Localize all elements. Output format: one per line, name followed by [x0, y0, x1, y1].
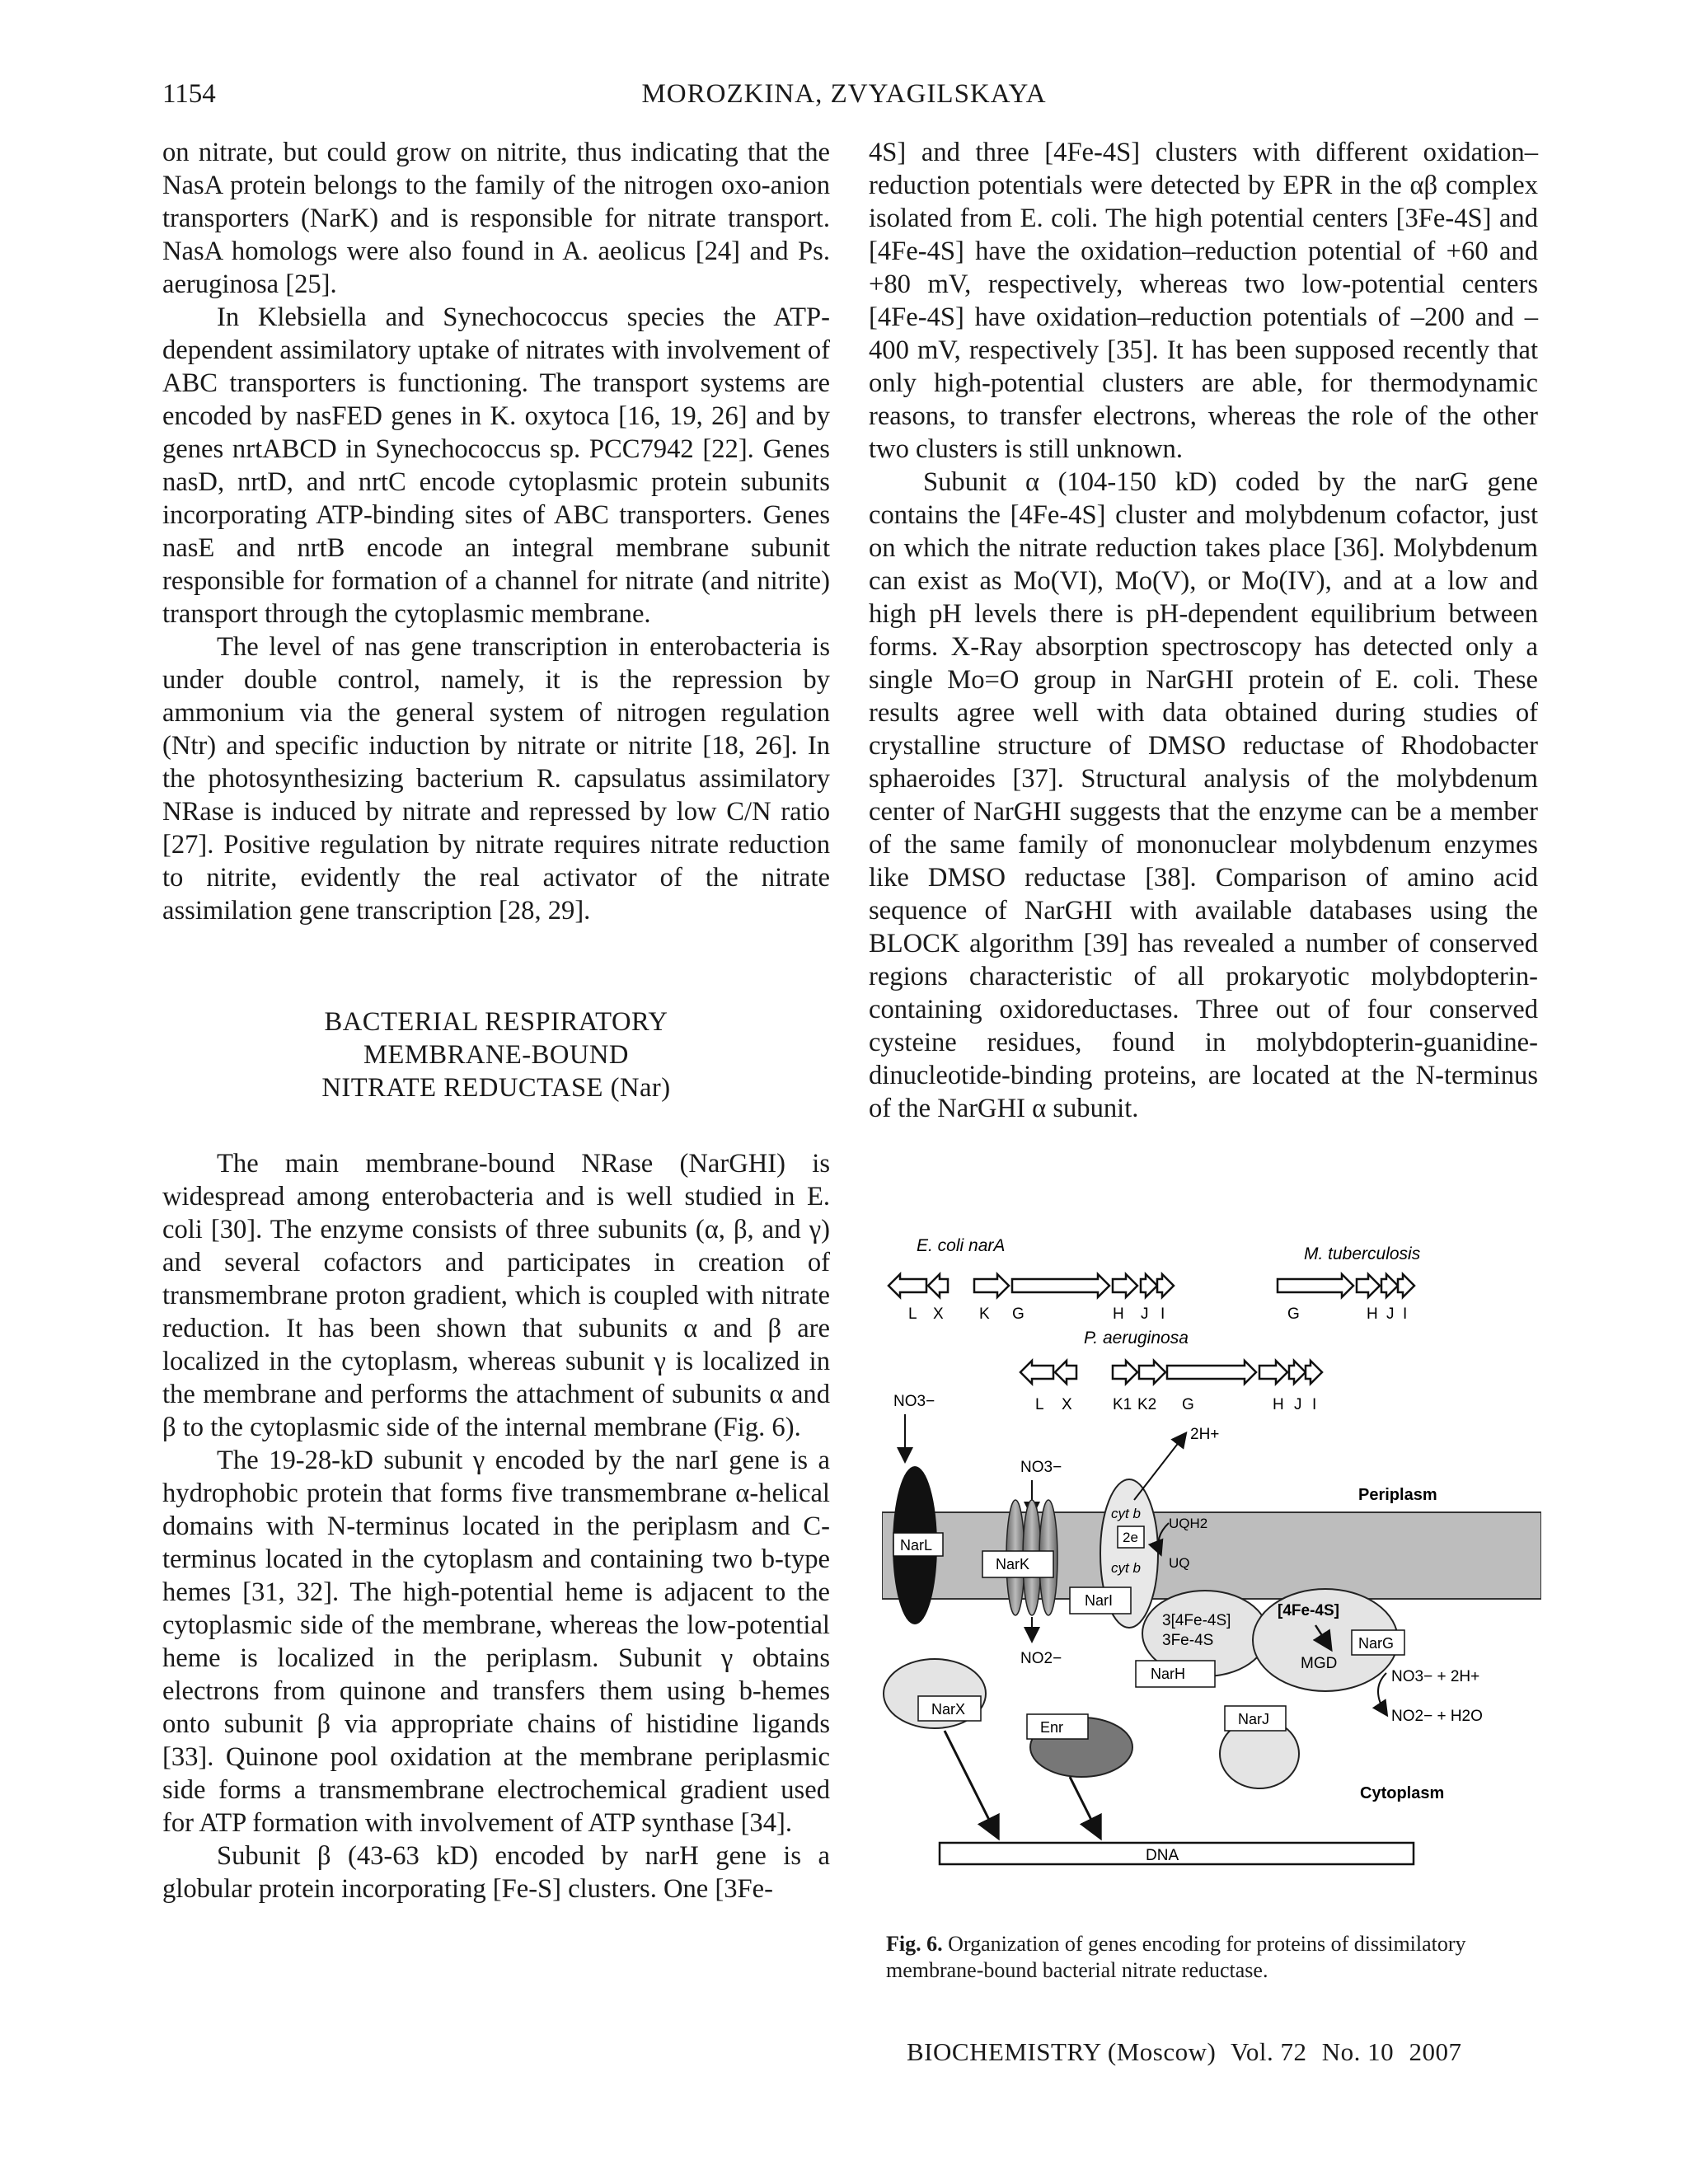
fe4s4-label: [4Fe-4S] — [1278, 1602, 1339, 1619]
gene-label: G — [1287, 1305, 1300, 1323]
mtb-gene-labels — [1287, 1305, 1407, 1323]
narl-label: NarL — [900, 1537, 933, 1554]
cytb-bottom-label: cyt b — [1111, 1560, 1141, 1576]
nitrate-reductase-diagram — [882, 1228, 1541, 1887]
two-e-label: 2e — [1123, 1530, 1138, 1545]
no2-out-label: NO2− — [1020, 1650, 1062, 1667]
gene-label: K1 — [1113, 1396, 1132, 1413]
running-head: MOROZKINA, ZVYAGILSKAYA — [641, 79, 1047, 109]
gene-label: K — [979, 1305, 990, 1323]
journal-name: BIOCHEMISTRY (Moscow) — [907, 2037, 1217, 2066]
gene-label: X — [1062, 1396, 1072, 1413]
enr-regulation-arrow — [1070, 1777, 1100, 1836]
narj-label: NarJ — [1238, 1711, 1270, 1727]
gene-label: K2 — [1137, 1396, 1157, 1413]
gene-label: I — [1403, 1305, 1408, 1323]
journal-year: 2007 — [1409, 2037, 1462, 2066]
figure-6 — [882, 1228, 1541, 1887]
gene-label: I — [1160, 1305, 1165, 1323]
no3-reaction-label: NO3− + 2H+ — [1391, 1668, 1480, 1685]
gene-label: G — [1012, 1305, 1025, 1323]
no3-narK-label: NO3− — [1020, 1459, 1062, 1476]
gene-label: I — [1312, 1396, 1317, 1413]
heading-line: MEMBRANE-BOUND — [363, 1040, 629, 1070]
fes-cluster-2: 3Fe-4S — [1162, 1632, 1214, 1649]
heading-line: BACTERIAL RESPIRATORY — [324, 1007, 668, 1037]
narx-label: NarX — [931, 1701, 966, 1718]
mtb-label: M. tuberculosis — [1304, 1244, 1421, 1263]
caption-text: Organization of genes encoding for proteins of dissimilatory membrane-bound bacterial nitrate reductase. — [886, 1932, 1466, 1982]
uq-label: UQ — [1169, 1555, 1190, 1571]
periplasm-label: Periplasm — [1358, 1486, 1437, 1504]
no3-outer-label: NO3− — [893, 1393, 935, 1410]
mtb-gene-map — [1278, 1274, 1414, 1297]
cytoplasm-label: Cytoplasm — [1360, 1784, 1445, 1802]
gene-label: H — [1113, 1305, 1124, 1323]
gene-label: G — [1182, 1396, 1194, 1413]
heading-line: NITRATE REDUCTASE (Nar) — [321, 1073, 671, 1103]
ecoli-gene-labels — [908, 1305, 1165, 1323]
gene-label: J — [1294, 1396, 1302, 1413]
journal-volume: Vol. 72 — [1231, 2037, 1307, 2066]
dna-label: DNA — [1146, 1847, 1179, 1864]
paer-label: P. aeruginosa — [1084, 1329, 1189, 1347]
no2-product-label: NO2− + H2O — [1391, 1708, 1483, 1725]
gene-label: J — [1141, 1305, 1149, 1323]
narx-regulation-arrow — [945, 1731, 997, 1836]
narh-label: NarH — [1151, 1666, 1186, 1682]
gene-label: J — [1386, 1305, 1395, 1323]
paer-gene-map — [1020, 1361, 1322, 1384]
paragraph: 4S] and three [4Fe-4S] clusters with different oxidation–reduction potentials were detected by EPR in the αβ complex isolated from E. coli. The high potential centers [3Fe-4S] and [4Fe-4S] have the oxidation–reduction potential of +60 and +80 mV, respectively, whereas two low-potential centers [4Fe-4S] have oxidation–reduction potentials of –200 and –400 mV, respectively [35]. It has been supposed recently that only high-potential clusters are able, for thermodynamic reasons, to transfer electrons, whereas the role of the other two clusters is still unknown. — [869, 138, 1538, 464]
membrane — [882, 1512, 1541, 1599]
paragraph: The main membrane-bound NRase (NarGHI) is widespread among enterobacteria and is well studied in E. coli [30]. The enzyme consists of three subunits (α, β, and γ) and several cofactors and participates in creation of transmembrane proton gradient, which is coupled with nitrate reduction. It has been shown that subunits α and β are localized in the cytoplasm, whereas subunit γ is localized in the membrane and performs the attachment of subunits α and β to the cytoplasmic side of the internal membrane (Fig. 6). — [162, 1149, 830, 1442]
nitrate-reduction-arrow — [1378, 1673, 1386, 1714]
left-column — [162, 136, 830, 1905]
journal-number: No. 10 — [1321, 2037, 1395, 2066]
right-column — [869, 136, 1538, 1125]
mgd-label: MGD — [1301, 1655, 1338, 1672]
uqh2-label: UQH2 — [1169, 1516, 1208, 1531]
enr-label: Enr — [1040, 1719, 1064, 1736]
paragraph: The 19-28-kD subunit γ encoded by the narI gene is a hydrophobic protein that forms five transmembrane α-helical domains with N-terminus located in the periplasm and C-terminus located in the cytoplasm and containing two b-type hemes [31, 32]. The high-potential heme is adjacent to the cytoplasmic side of the membrane, whereas the low-potential heme is localized in the periplasm. Subunit γ obtains electrons from quinone and transfers them using b-hemes onto subunit β via appropriate chains of histidine ligands [33]. Quinone pool oxidation at the membrane periplasmic side forms a transmembrane electrochemical gradient used for ATP formation with involvement of ATP synthase [34]. — [162, 1446, 830, 1838]
gene-label: L — [1035, 1396, 1044, 1413]
page-header — [0, 79, 1688, 120]
nari-label: NarI — [1085, 1592, 1114, 1609]
paragraph: The level of nas gene transcription in enterobacteria is under double control, namely, it is the repression by ammonium via the general system of nitrogen regulation (Ntr) and specific induction by nitrate or nitrite [18, 26]. In the photosynthesizing bacterium R. capsulatus assimilatory NRase is induced by nitrate and repressed by low C/N ratio [27]. Positive regulation by nitrate requires nitrate reduction to nitrite, evidently the real activator of the nitrate assimilation gene transcription [28, 29]. — [162, 632, 830, 926]
paragraph: on nitrate, but could grow on nitrite, thus indicating that the NasA protein belongs to the family of the nitrogen oxo-anion transporters (NarK) and is responsible for nitrate transport. NasA homologs were also found in A. aeolicus [24] and Ps. aeruginosa [25]. — [162, 138, 830, 299]
page-footer — [907, 2037, 1470, 2067]
section-heading — [162, 1005, 830, 1104]
caption-label: Fig. 6. — [886, 1932, 943, 1956]
narg-label: NarG — [1358, 1635, 1395, 1652]
paragraph: Subunit β (43-63 kD) encoded by narH gene is a globular protein incorporating [Fe-S] clusters. One [3Fe- — [162, 1841, 830, 1904]
paragraph: Subunit α (104-150 kD) coded by the narG gene contains the [4Fe-4S] cluster and molybdenum cofactor, just on which the nitrate reduction takes place [36]. Molybdenum can exist as Mo(VI), Mo(V), or Mo(IV), and at a low and high pH levels there is pH-dependent equilibrium between forms. X-Ray absorption spectroscopy has detected only a single Mo=O group in NarGHI protein of E. coli. These results agree well with data obtained during studies of crystalline structure of DMSO reductase of Rhodobacter sphaeroides [37]. Structural analysis of the molybdenum center of NarGHI suggests that the enzyme can be a member of the same family of mononuclear molybdenum enzymes like DMSO reductase [38]. Comparison of amino acid sequence of NarGHI with available databases using the BLOCK algorithm [39] has revealed a number of conserved regions characteristic of all prokaryotic molybdopterin-containing oxidoreductases. Three out of four conserved cysteine residues, found in molybdopterin-guanidine-dinucleotide-binding proteins, are located at the N-terminus of the NarGHI α subunit. — [869, 467, 1538, 1123]
page-number: 1154 — [162, 79, 216, 109]
nark-label: NarK — [996, 1556, 1030, 1572]
gene-label: X — [933, 1305, 944, 1323]
cytb-top-label: cyt b — [1111, 1506, 1141, 1521]
h-out-label: 2H+ — [1190, 1426, 1220, 1443]
fes-cluster-1: 3[4Fe-4S] — [1162, 1612, 1231, 1629]
paragraph: In Klebsiella and Synechococcus species the ATP-dependent assimilatory uptake of nitrates with involvement of ABC transporters is functioning. The transport systems are encoded by nasFED genes in K. oxytoca [16, 19, 26] and by genes nrtABCD in Synechococcus sp. PCC7942 [22]. Genes nasD, nrtD, and nrtC encode cytoplasmic protein subunits incorporating ATP-binding sites of ABC transporters. Genes nasE and nrtB encode an integral membrane subunit responsible for formation of a channel for nitrate (and nitrite) transport through the cytoplasmic membrane. — [162, 302, 830, 629]
gene-label: H — [1367, 1305, 1378, 1323]
figure-caption — [886, 1931, 1529, 1984]
ecoli-label: E. coli narA — [917, 1236, 1006, 1255]
proton-release-arrow — [1134, 1434, 1185, 1500]
ecoli-gene-map — [889, 1274, 1174, 1297]
gene-label: H — [1273, 1396, 1284, 1413]
paer-gene-labels — [1035, 1396, 1316, 1413]
gene-label: L — [908, 1305, 917, 1323]
